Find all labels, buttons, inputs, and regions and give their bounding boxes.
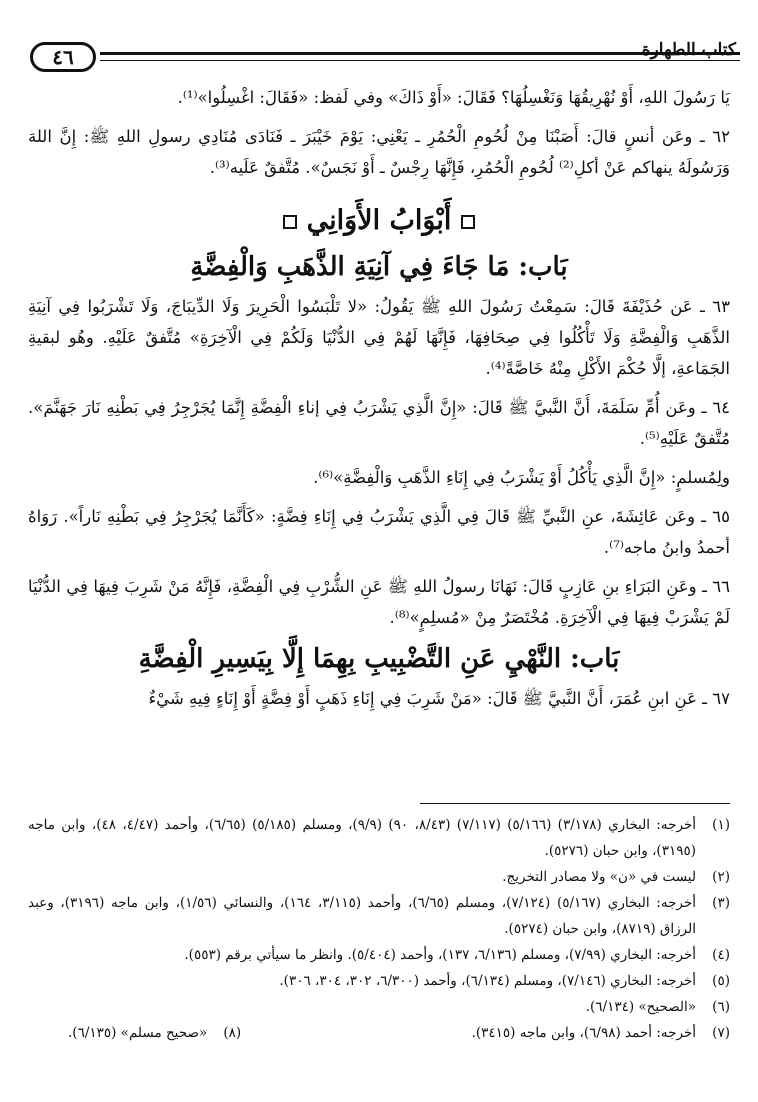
header-rule-thin: [100, 60, 740, 61]
chapter-heading: بَاب: النَّهْيِ عَنِ التَّضْبِيبِ بِهِمَا إِلَّا بِيَسِيرِ الْفِضَّةِ: [138, 644, 620, 674]
footnote: (٣) أخرجه: البخاري (٥/١٦٧) (٧/١٢٤)، ومسلم (٦/٦٥)، وأحمد (٣/١١٥، ١٦٤)، والنسائي (١/٥٦)، وابن ماجه (٣١٩٦)، وعبد الرزاق (٨٧١٩)، وابن حبان (٥٢٧٤).: [28, 895, 730, 937]
square-ornament-icon: [461, 215, 475, 229]
page-header: [20, 38, 738, 78]
footnote-separator: [420, 803, 730, 812]
hadith-67: ٦٧ ـ عَنِ ابنِ عُمَرَ، أَنَّ النَّبيَّ ﷺ قَالَ: «مَنْ شَرِبَ فِي إِنَاءِ ذَهَبٍ أَوْ فِضَّةٍ أَوْ إِنَاءٍ فِيهِ شَيْءٌ: [148, 689, 730, 708]
footnote: (٨) «صحيح مسلم» (٦/١٣٥).: [68, 1025, 242, 1041]
footnote: (٤) أخرجه: البخاري (٧/٩٩)، ومسلم (٦/١٣٦، ١٣٧)، وأحمد (٥/٤٠٤). وانظر ما سيأتي برقم (٥٥٣).: [184, 947, 730, 963]
chapter-heading: بَاب: مَا جَاءَ فِي آنِيَةِ الذَّهَبِ وَالْفِضَّةِ: [190, 252, 568, 282]
footnotes: [28, 812, 730, 1046]
footnote: (٦) «الصحيح» (٦/١٣٤).: [585, 999, 730, 1015]
hadith-64: ٦٤ ـ وعَن أُمِّ سَلَمَةَ، أَنَّ النَّبيَّ ﷺ قَالَ: «إِنَّ الَّذِي يَشْرَبُ فِي إناءِ الْفِضَّةِ إِنَّمَا يُجَرْجِرُ فِي بَطْنِهِ نَارَ جَهَنَّمَ». مُتَّفقٌ عَلَيْهِ⁽⁵⁾.: [28, 398, 730, 448]
book-title: كتاب الطهارة: [641, 40, 736, 60]
muslim-narration: ولِمُسلمٍ: «إِنَّ الَّذِي يَأْكُلُ أَوْ يَشْرَبُ فِي إِنَاءِ الذَّهَبِ وَالْفِضَّةِ»⁽⁶⁾.: [313, 468, 730, 487]
page-number-ornament: [20, 38, 740, 78]
hadith-65: ٦٥ ـ وعَن عَائِشَةَ، عنِ النَّبيِّ ﷺ قَالَ فِي الَّذِي يَشْرَبُ فِي إِنَاءِ فِضَّةٍ: «كَأَنَّمَا يُجَرْجِرُ فِي بَطْنِهِ نَاراً». رَوَاهُ أحمدُ وابنُ ماجه⁽⁷⁾.: [28, 507, 730, 557]
page-number: ٤٦: [30, 42, 96, 72]
section-heading: [28, 201, 730, 241]
footnote: (١) أخرجه: البخاري (٣/١٧٨) (٥/١٦٦) (٧/١١٧) (٨/٤٣، ٩٠) (٩/٩)، ومسلم (٥/١٨٥) (٦/٦٥)، وأحمد (٤/٤٧، ٤٨)، وابن ماجه (٣١٩٥)، وابن حبان (٥٢٧٦).: [28, 817, 730, 859]
hadith-66: ٦٦ ـ وعَنِ البَرَاءِ بنِ عَازِبٍ قَالَ: نَهَانَا رسولُ اللهِ ﷺ عَنِ الشُّرْبِ فِي الْفِضَّةِ، فَإِنَّهُ مَنْ شَرِبَ فِيهَا فِي الدُّنْيَا لَمْ يَشْرَبْ فِيهَا فِي الْآخِرَةِ. مُخْتَصَرٌ مِنْ «مُسلِمٍ»⁽⁸⁾.: [28, 577, 730, 627]
hadith-62: ٦٢ ـ وعَن أنسٍ قالَ: أَصَبْنَا مِنْ لُحُومِ الْحُمُرِ ـ يَعْنِي: يَوْمَ خَيْبَرَ ـ فَنَادَى مُنَادِي رسولِ اللهِ ﷺ: إِنَّ اللهَ وَرَسُولَهُ ينهاكم عَنْ أكلِ⁽²⁾ لُحُومِ الْحُمُرِ، فَإِنَّهَا رِجْسٌ ـ أَوْ نَجَسٌ». مُتَّفقٌ عَلَيه⁽³⁾.: [28, 127, 730, 177]
section-title: أَبْوَابُ الأَوَانِي: [306, 205, 452, 236]
paragraph: يَا رَسُولَ اللهِ، أَوْ نُهْرِيقُهَا وَنَغْسِلُهَا؟ فَقَالَ: «أَوْ ذَاكَ» وفي لَفظ: «فَقَالَ: اغْسِلُوا»⁽¹⁾.: [177, 88, 730, 107]
footnote: (٧) أخرجه: أحمد (٦/٩٨)، وابن ماجه (٣٤١٥).: [471, 1025, 730, 1041]
square-ornament-icon: [283, 215, 297, 229]
footnote: (٥) أخرجه: البخاري (٧/١٤٦)، ومسلم (٦/١٣٤)، وأحمد (٦/٣٠٠، ٣٠٢، ٣٠٤، ٣٠٦).: [279, 973, 730, 989]
hadith-63: ٦٣ ـ عَن حُذَيْفَةَ قَالَ: سَمِعْتُ رَسُولَ اللهِ ﷺ يَقُولُ: «لا تَلْبَسُوا الْحَرِيرَ وَلَا الدِّيبَاجَ، وَلَا تَشْرَبُوا فِي آنِيَةِ الذَّهَبِ وَالْفِضَّةِ وَلَا تَأْكُلُوا فِي صِحَافِهَا، فَإِنَّهَا لَهُمْ فِي الدُّنْيَا وَلَكُمْ فِي الْآخِرَةِ» مُتَّفقٌ عَلَيْهِ. وهُو لبقيةِ الجَمَاعةِ، إلَّا حُكْمَ الأَكْلِ مِنْهُ خَاصَّةً⁽⁴⁾.: [28, 297, 730, 378]
main-text: [28, 82, 730, 714]
footnote-row: [28, 1020, 730, 1046]
footnote: (٢) ليست في «ن» ولا مصادر التخريج.: [502, 869, 730, 885]
header-rule: [100, 52, 740, 55]
